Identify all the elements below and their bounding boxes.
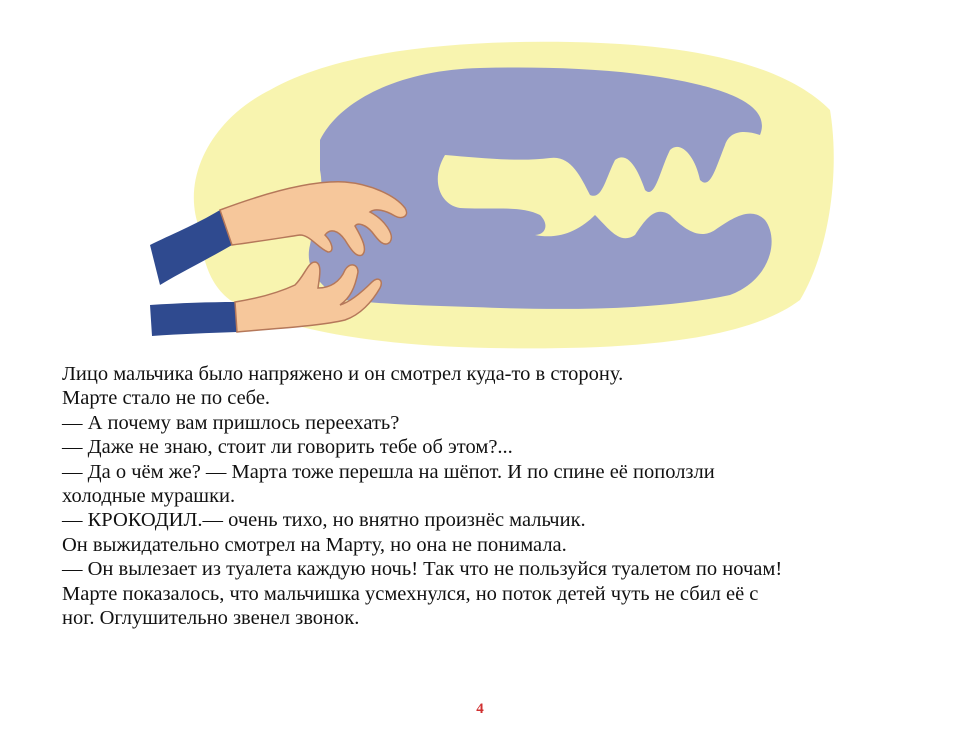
text-line: — КРОКОДИЛ.— очень тихо, но внятно произнёс мальчик. [62,509,586,532]
story-text [62,362,922,630]
text-line: — Да о чём же? — Марта тоже перешла на шёпот. И по спине её поползли [62,460,715,483]
text-line: холодные мурашки. [62,485,236,508]
text-line: — А почему вам пришлось переехать? [62,411,400,434]
text-line: Он выжидательно смотрел на Марту, но она не понимала. [62,533,567,556]
text-line: Марте стало не по себе. [62,387,271,410]
text-line: ног. Оглушительно звенел звонок. [62,607,360,630]
text-line: — Даже не знаю, стоит ли говорить тебе об этом?... [62,436,513,459]
page-number: 4 [476,701,484,717]
text-line: — Он вылезает из туалета каждую ночь! Так что не пользуйся туалетом по ночам! [62,558,783,581]
hand-shadow-crocodile-illustration [140,30,840,360]
lower-sleeve [150,302,237,336]
text-line: Лицо мальчика было напряжено и он смотрел куда-то в сторону. [62,363,624,385]
text-line: Марте показалось, что мальчишка усмехнулся, но поток детей чуть не сбил её с [62,582,759,605]
